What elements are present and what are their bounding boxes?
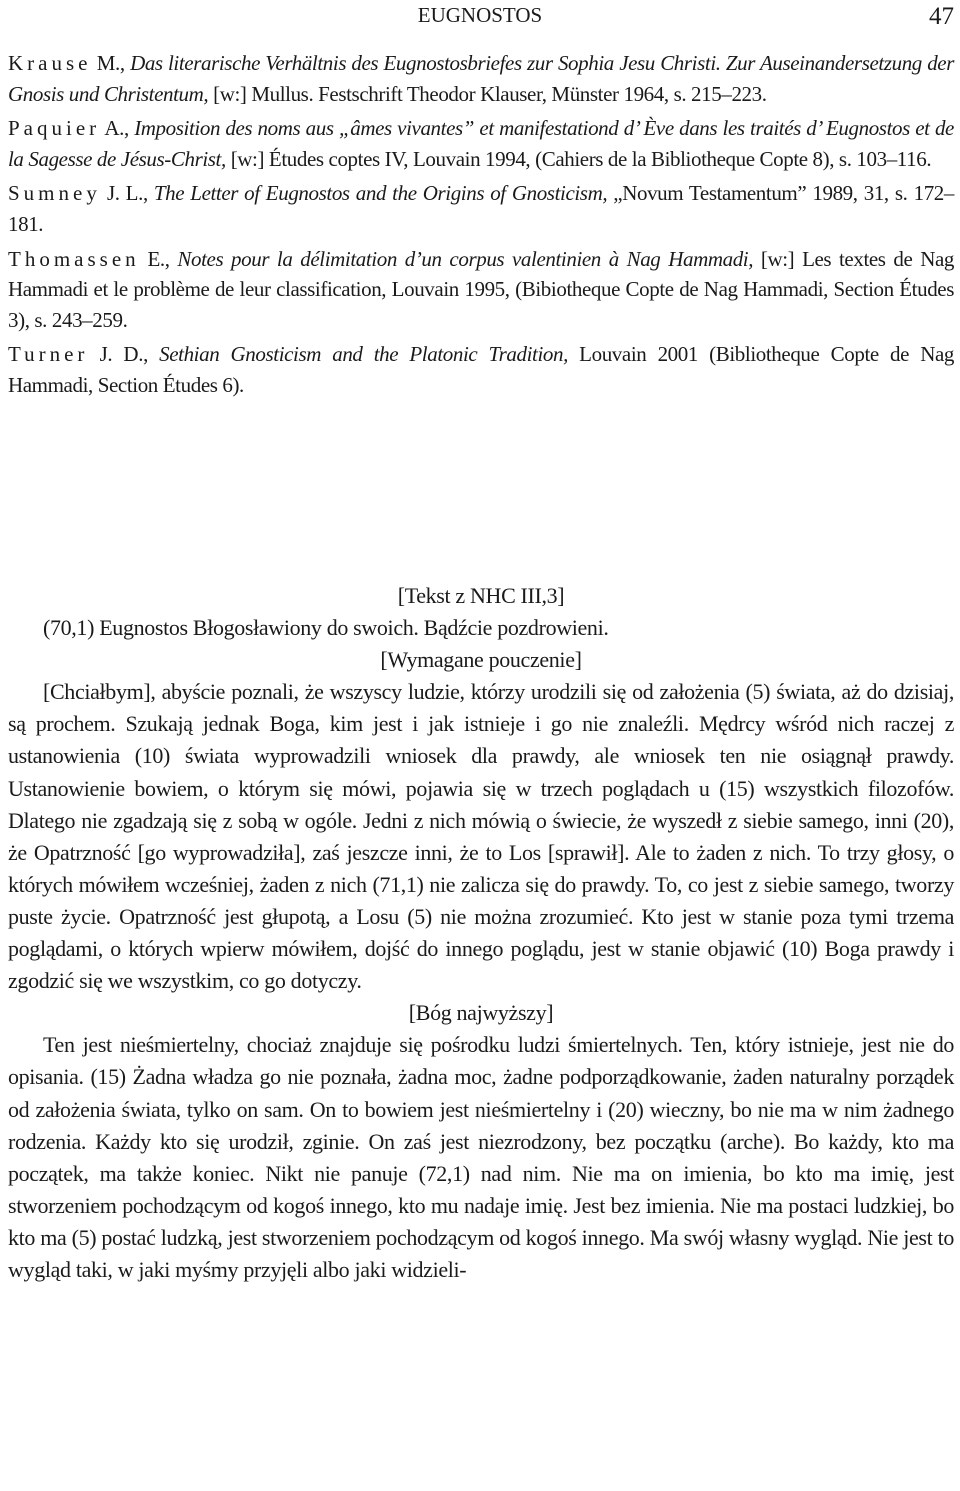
entry-details: [w:] Études coptes IV, Louvain 1994, (Cahiers de la Bibliotheque Copte 8), s. 103–116.	[225, 146, 932, 171]
bibliography-entry	[8, 113, 954, 174]
bibliography-entry	[8, 48, 954, 109]
entry-initials: J. L.	[106, 181, 143, 206]
entry-separator: ,	[123, 116, 135, 141]
entry-separator: ,	[119, 51, 131, 75]
entry-author: Turner	[8, 342, 89, 367]
section-heading: [Bóg najwyższy]	[408, 1000, 554, 1026]
entry-initials: E.	[147, 246, 165, 271]
source-heading: [Tekst z NHC III,3]	[397, 583, 565, 608]
entry-author: Paquier	[8, 116, 101, 141]
bibliography-entry	[8, 339, 954, 400]
entry-initials: A.	[104, 116, 124, 141]
bibliography-list	[8, 48, 954, 405]
entry-title: Notes pour la délimitation d’un corpus valentinien à Nag Hammadi,	[177, 246, 754, 271]
entry-details: [w:] Mullus. Festschrift Theodor Klauser, Münster 1964, s. 215–223.	[208, 81, 767, 106]
bibliography-entry	[8, 244, 954, 336]
entry-separator: ,	[143, 342, 160, 367]
entry-details: [w:] Les textes de Nag Hammadi et le problème de leur classification, Louvain 1995, (Bibiotheque Copte de Nag Hammadi, Section Études 3), s. 243–259.	[8, 246, 954, 332]
entry-author: Krause	[8, 51, 92, 75]
entry-separator: ,	[164, 246, 178, 271]
section-body: [Chciałbym], abyście poznali, że wszyscy ludzie, którzy urodzili się od założenia (5) świata, aż do dzisiaj, są prochem. Szukają jednak Boga, kim jest i jak istnieje i go nie znaleźli. Mędrcy wśród nich raczej z ustanowienia (10) świata wyprowadzili wniosek dla prawdy, ale wniosek ten nie osiągnął prawdy. Ustanowienie bowiem, o którym się mówi, pojawia się w trzech poglądach u (15) wszystkich filozofów. Dlatego nie zgadzają się z sobą w ogóle. Jedni z nich mówią o świecie, że wyszedł z siebie samego, inni (20), że Opatrzność [go wyprowadziła], zaś jeszcze inni, że to Los [sprawił]. Ale to żaden z nich. To trzy głosy, o których mówiłem wcześniej, żaden z nich (71,1) nie zalicza się do prawdy. To, co jest z siebie samego, tworzy puste życie. Opatrzność jest głupotą, a Losu (5) nie można zrozumieć. Kto jest w stanie poza tymi trzema poglądami, o których wpierw mówiłem, dojść do innego poglądu, jest w stanie objawić (10) Boga prawdy i zgodzić się we wszystkim, co go dotyczy.	[8, 679, 954, 994]
entry-separator: ,	[142, 181, 154, 206]
entry-title: Imposition des noms aus „âmes vivantes” et manifestationd d’ Ève dans les traités d’ Eugnostos et de la Sagesse de Jésus-Christ,	[8, 116, 954, 171]
section-body: Ten jest nieśmiertelny, chociaż znajduje się pośrodku ludzi śmiertelnych. Ten, który istnieje, jest nie do opisania. (15) Żadna władza go nie poznała, żadna moc, żadne podporządkowanie, żaden naturalny porządek od założenia świata, tylko on sam. On to bowiem jest nieśmiertelny i (20) wieczny, bo nie ma w nim żadnego rodzenia. Każdy kto się urodził, zginie. On zaś jest niezrodzony, bez początku (arche). Bo każdy, kto ma początek, ma także koniec. Nikt nie panuje (72,1) nad nim. Nie ma on imienia, bo kto ma imię, jest stworzeniem pochodzącym od kogoś innego, kto mu nadaje imię. Jest bez imienia. Nie ma postaci ludzkiej, bo kto ma (5) postać ludzką, jest stworzeniem pochodzącym od kogoś innego. Ma swój własny wygląd. Nie jest to wygląd taki, w jaki myśmy przyjęli albo jaki widzieli-	[8, 1032, 954, 1282]
entry-title: The Letter of Eugnostos and the Origins of Gnosticism,	[153, 181, 608, 206]
running-title: EUGNOSTOS	[417, 3, 543, 27]
entry-title: Das literarische Verhältnis des Eugnostosbriefes zur Sophia Jesu Christi. Zur Auseinandersetzung der Gnosis und Christentum,	[8, 51, 954, 106]
entry-initials: J. D.	[99, 342, 144, 367]
entry-initials: M.	[96, 51, 120, 75]
bibliography-entry	[8, 178, 954, 239]
translation-text	[8, 580, 954, 1286]
entry-author: Sumney	[8, 181, 101, 206]
running-header	[0, 0, 960, 34]
page-number: 47	[929, 3, 954, 30]
entry-details: „Novum Testamentum” 1989, 31, s. 172–181.	[8, 181, 954, 236]
section-heading: [Wymagane pouczenie]	[380, 647, 582, 673]
entry-author: Thomassen	[8, 246, 140, 271]
opening-line: (70,1) Eugnostos Błogosławiony do swoich. Bądźcie pozdrowieni.	[43, 615, 609, 641]
entry-details: Louvain 2001 (Bibliotheque Copte de Nag Hammadi, Section Études 6).	[8, 342, 955, 397]
entry-title: Sethian Gnosticism and the Platonic Tradition,	[159, 342, 568, 367]
